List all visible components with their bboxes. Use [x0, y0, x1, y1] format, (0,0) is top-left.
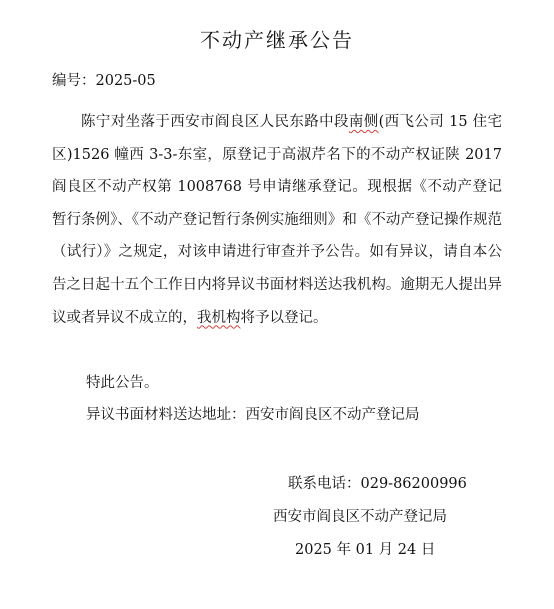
- notice-title: 不动产继承公告: [200, 28, 354, 52]
- reference-number: [52, 70, 156, 92]
- reference-value: 2025-05: [95, 73, 156, 89]
- issue-date: 2025 年 01 月 24 日: [295, 542, 436, 558]
- issuing-office: 西安市阎良区不动产登记局: [273, 509, 447, 525]
- closing-remark: 特此公告。: [86, 375, 159, 391]
- body-text-part-2: (西飞公司 15 住宅区)1526 幢西 3-3-东室，原登记于高淑芹名下的不动产权证陕 2017 阎良区不动产权第 1008768 号申请继承登记。现根据《不动产登记暂行条例》、《不动产登记暂行条例实施细则》和《不动产登记操作规范（试行）》之规定，对该申请进行审查并予公告。如有异议，请自本公告之日起十五个工作日内将异议书面材料送达我机构。逾期无人提出异议或者异议不成立的，: [52, 114, 502, 326]
- spellcheck-flag-word-1: 南侧: [348, 114, 379, 130]
- contact-phone-number: 029-86200996: [360, 476, 467, 492]
- notice-body: [52, 106, 502, 334]
- objection-address: 异议书面材料送达地址：西安市阎良区不动产登记局: [86, 407, 420, 423]
- contact-phone-label: 联系电话：: [288, 476, 361, 492]
- contact-phone: [288, 473, 467, 495]
- body-text-part-1: 陈宁对坐落于西安市阎良区人民东路中段: [81, 114, 349, 130]
- reference-label: 编号：: [52, 73, 96, 89]
- spellcheck-flag-word-2: 我机构: [197, 309, 241, 326]
- body-text-part-3: 将予以登记。: [240, 309, 328, 326]
